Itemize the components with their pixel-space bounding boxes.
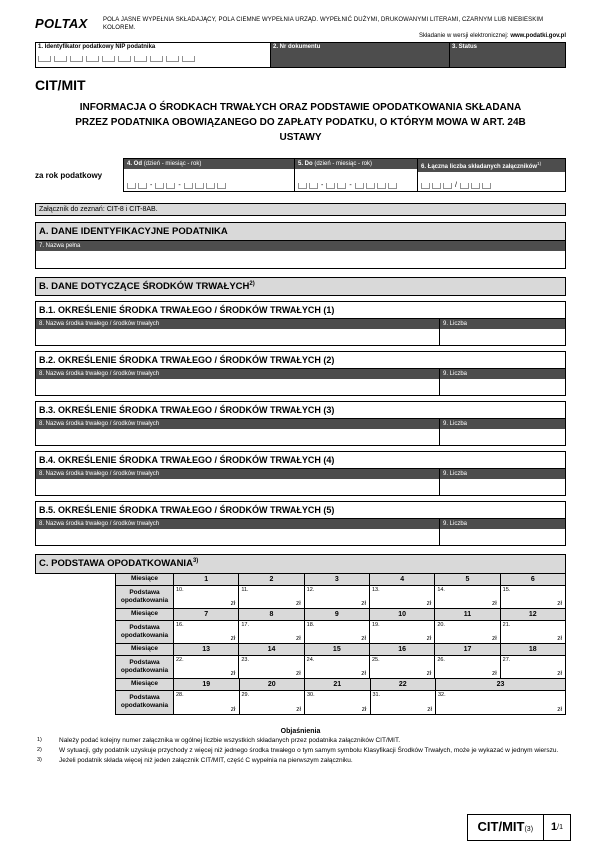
asset-name-column: [36, 419, 439, 445]
field-number: 23.: [241, 656, 249, 663]
currency-label: zł: [426, 669, 432, 677]
asset-name-input[interactable]: [36, 479, 439, 495]
month-cell: 7: [174, 609, 239, 621]
currency-label: zł: [295, 599, 301, 607]
amount-cell[interactable]: [174, 656, 239, 679]
month-cell: 3: [305, 574, 370, 586]
full-name-input[interactable]: [36, 251, 565, 268]
char-cell: [150, 56, 163, 62]
attachments-count-input[interactable]: [421, 182, 493, 189]
subsection-b1-title: B.1. OKREŚLENIE ŚRODKA TRWAŁEGO / ŚRODKÓW TRWAŁYCH (1): [36, 302, 565, 318]
footnote-3: [35, 757, 566, 765]
subsection-b2: [35, 351, 566, 396]
month-cell: 13: [174, 644, 239, 656]
char-cell: [118, 56, 131, 62]
currency-label: zł: [557, 634, 562, 642]
section-a-header: A. DANE IDENTYFIKACYJNE PODATNIKA: [35, 222, 566, 241]
asset-name-column: [36, 469, 439, 495]
status-label: 3. Status: [452, 44, 478, 51]
char-cell: [38, 56, 51, 62]
currency-label: zł: [295, 634, 301, 642]
base-row-1: [116, 586, 565, 609]
amount-cell[interactable]: [240, 691, 306, 714]
months-row-4: [116, 679, 565, 691]
amount-cell[interactable]: [370, 621, 435, 644]
field-number: 31.: [372, 691, 381, 698]
month-cell: 23: [436, 679, 565, 691]
currency-label: zł: [557, 669, 562, 677]
field-number: 10.: [176, 586, 184, 593]
section-b-header: B. DANE DOTYCZĄCE ŚRODKÓW TRWAŁYCH$^{2)}$: [35, 277, 566, 296]
currency-label: zł: [426, 634, 432, 642]
subsection-b3-title: B.3. OKREŚLENIE ŚRODKA TRWAŁEGO / ŚRODKÓW TRWAŁYCH (3): [36, 402, 565, 418]
field-number: 29.: [241, 691, 250, 698]
amount-cell[interactable]: [305, 656, 370, 679]
char-cell: [432, 183, 441, 189]
field-number: 28.: [176, 691, 184, 698]
full-name-field: [35, 240, 566, 269]
currency-label: zł: [491, 634, 497, 642]
subsection-b2-fields: [36, 368, 565, 395]
section-c-header: C. PODSTAWA OPODATKOWANIA$^{3)}$: [35, 554, 566, 573]
subsection-b1-fields: [36, 318, 565, 345]
month-cell: 21: [305, 679, 371, 691]
months-row-2: [116, 609, 565, 621]
currency-label: zł: [361, 705, 367, 713]
footnote-text: Należy podać kolejny numer załącznika w ogólnej liczbie wszystkich składanych przez podatnika załączników CIT/MIT.: [59, 736, 401, 744]
months-label: Miesiące: [116, 609, 174, 621]
tax-year-row: [35, 158, 566, 192]
char-cell: [166, 56, 179, 62]
months-label: Miesiące: [116, 574, 174, 586]
footnote-marker: 1): [37, 736, 42, 743]
asset-count-column: [439, 419, 565, 445]
footnote-text: Jeżeli podatnik składa więcej niż jeden załącznik CIT/MIT, część C wypełnia na pierwszym załączniku.: [59, 757, 353, 765]
char-cell: [206, 183, 215, 189]
document-number-label: 2. Nr dokumentu: [273, 44, 321, 51]
char-cell: [138, 183, 147, 189]
asset-count-column: [439, 519, 565, 545]
footnote-marker: 2): [37, 746, 42, 753]
efiling-url: www.podatki.gov.pl: [510, 33, 566, 40]
char-cell: [421, 183, 430, 189]
amount-cell[interactable]: [435, 656, 500, 679]
char-cell: [337, 183, 346, 189]
date-to-field[interactable]: [294, 158, 418, 192]
footnotes-title: Objaśnienia: [280, 727, 321, 735]
attachments-count-body: [418, 172, 565, 191]
char-cell: [298, 183, 307, 189]
asset-count-label: 9. Liczba: [440, 369, 565, 379]
currency-label: zł: [491, 669, 497, 677]
amount-cell[interactable]: [305, 586, 370, 609]
month-cell: 18: [501, 644, 565, 656]
amount-cell[interactable]: [174, 621, 239, 644]
currency-label: zł: [557, 705, 562, 713]
months-row-1: [116, 574, 565, 586]
base-row-4: [116, 691, 565, 714]
subsection-b1: [35, 301, 566, 346]
char-cell: [388, 183, 397, 189]
form-code-title: CIT/MIT: [35, 77, 86, 94]
subsection-b4-title: B.4. OKREŚLENIE ŚRODKA TRWAŁEGO / ŚRODKÓW TRWAŁYCH (4): [36, 452, 565, 468]
date-to-body: [295, 169, 417, 191]
currency-label: zł: [230, 634, 236, 642]
field-number: 16.: [176, 621, 184, 628]
field-number: 14.: [437, 586, 445, 593]
field-number: 27.: [502, 656, 511, 663]
date-separator: -: [349, 182, 352, 190]
asset-name-label: 8. Nazwa środka trwałego / środków trwałych: [36, 369, 439, 379]
field-number: 30.: [307, 691, 315, 698]
currency-label: zł: [230, 705, 236, 713]
month-cell: 4: [370, 574, 435, 586]
date-from-input[interactable]: [127, 182, 228, 189]
base-label: Podstawa opodatkowania: [116, 691, 174, 714]
asset-count-input[interactable]: [440, 479, 565, 495]
field-number: 22.: [176, 656, 184, 663]
date-from-label: 4. Od (dzień - miesiąc - rok): [124, 159, 294, 169]
field-number: 21.: [502, 621, 511, 628]
asset-count-input[interactable]: [440, 329, 565, 345]
char-cell: [460, 183, 469, 189]
field-number: 32.: [438, 691, 446, 698]
asset-count-column: [439, 469, 565, 495]
month-cell: 10: [370, 609, 435, 621]
month-cell: 16: [370, 644, 435, 656]
amount-cell[interactable]: [501, 586, 565, 609]
amount-cell[interactable]: [239, 621, 304, 644]
amount-cell[interactable]: [436, 691, 565, 714]
asset-name-column: [36, 369, 439, 395]
date-to-input[interactable]: [298, 182, 399, 189]
char-cell: [366, 183, 375, 189]
identification-row: [35, 42, 566, 68]
date-separator: -: [178, 182, 181, 190]
char-cell: [54, 56, 67, 62]
asset-name-column: [36, 319, 439, 345]
month-cell: 22: [371, 679, 437, 691]
form-title: INFORMACJA O ŚRODKACH TRWAŁYCH ORAZ PODSTAWIE OPODATKOWANIA SKŁADANA PRZEZ PODATNIKA OBOWIĄZANEGO DO ZAPŁATY PODATKU, O KTÓRYM MOWA W ART. 24B USTAWY: [75, 102, 526, 144]
char-cell: [471, 183, 480, 189]
field-number: 11.: [241, 586, 249, 593]
month-cell: 1: [174, 574, 239, 586]
char-cell: [127, 183, 136, 189]
amount-cell[interactable]: [239, 586, 304, 609]
currency-label: zł: [230, 669, 236, 677]
footnote-2: [35, 747, 566, 755]
amount-cell[interactable]: [174, 586, 239, 609]
filling-instructions: [103, 16, 566, 39]
footnote-marker: 3): [37, 757, 42, 764]
efiling-prefix: Składanie w wersji elektronicznej:: [418, 33, 509, 40]
form-content: [35, 16, 566, 766]
char-cell: [355, 183, 364, 189]
asset-count-input[interactable]: [440, 379, 565, 395]
subsection-b5-fields: [36, 518, 565, 545]
char-cell: [102, 56, 115, 62]
field-number: 13.: [371, 586, 380, 593]
field-number: 20.: [437, 621, 445, 628]
subsection-b3: [35, 401, 566, 446]
currency-label: zł: [230, 599, 236, 607]
asset-name-input[interactable]: [36, 529, 439, 545]
char-cell: [326, 183, 335, 189]
date-separator: -: [150, 182, 153, 190]
footnote-1: [35, 737, 566, 745]
footnotes-section: [35, 728, 566, 766]
base-label: Podstawa opodatkowania: [116, 656, 174, 679]
date-from-field[interactable]: [123, 158, 295, 192]
subsection-b5: [35, 501, 566, 546]
char-cell: [184, 183, 193, 189]
efiling-note: [103, 33, 566, 39]
subsection-b4: [35, 451, 566, 496]
field-number: 25.: [371, 656, 380, 663]
document-number-field: [270, 42, 450, 68]
field-number: 24.: [306, 656, 315, 663]
currency-label: zł: [295, 669, 301, 677]
amount-cell[interactable]: [435, 621, 500, 644]
month-cell: 2: [239, 574, 304, 586]
base-label: Podstawa opodatkowania: [116, 586, 174, 609]
instruction-text: POLA JASNE WYPEŁNIA SKŁADAJĄCY, POLA CIEMNE WYPEŁNIA URZĄD. WYPEŁNIĆ DUŻYMI, DRUKOWANYMI LITERAMI, CZARNYM LUB NIEBIESKIM KOLOREM.: [103, 17, 544, 32]
field-number: 17.: [241, 621, 249, 628]
char-cell: [217, 183, 226, 189]
asset-count-label: 9. Liczba: [440, 419, 565, 429]
asset-name-label: 8. Nazwa środka trwałego / środków trwałych: [36, 519, 439, 529]
footer-form-code: CIT/MIT(3): [467, 814, 545, 841]
asset-name-column: [36, 519, 439, 545]
char-cell: [309, 183, 318, 189]
field-number: 15.: [502, 586, 511, 593]
date-to-label: 5. Do (dzień - miesiąc - rok): [295, 159, 417, 169]
full-name-label: 7. Nazwa pełna: [36, 241, 565, 251]
asset-name-input[interactable]: [36, 329, 439, 345]
currency-label: zł: [361, 634, 366, 642]
month-cell: 5: [435, 574, 500, 586]
months-label: Miesiące: [116, 679, 174, 691]
currency-label: zł: [427, 705, 432, 713]
month-cell: 12: [501, 609, 565, 621]
slash-separator: /: [455, 182, 457, 190]
month-cell: 19: [174, 679, 240, 691]
amount-cell[interactable]: [371, 691, 437, 714]
asset-name-label: 8. Nazwa środka trwałego / środków trwałych: [36, 419, 439, 429]
amount-cell[interactable]: [239, 656, 304, 679]
nip-char-cells[interactable]: [38, 56, 268, 62]
field-number: 12.: [306, 586, 315, 593]
field-number: 26.: [437, 656, 445, 663]
month-cell: 20: [240, 679, 306, 691]
attachment-note-bar: Załącznik do zeznań: CIT-8 i CIT-8AB.: [35, 203, 566, 216]
amount-cell[interactable]: [435, 586, 500, 609]
status-field: [449, 42, 566, 68]
amount-cell[interactable]: [501, 656, 565, 679]
month-cell: 11: [435, 609, 500, 621]
asset-name-label: 8. Nazwa środka trwałego / środków trwałych: [36, 319, 439, 329]
subsection-b4-fields: [36, 468, 565, 495]
nip-field[interactable]: [35, 42, 271, 68]
date-from-body: [124, 169, 294, 191]
asset-name-input[interactable]: [36, 379, 439, 395]
base-row-2: [116, 621, 565, 644]
currency-label: zł: [361, 669, 366, 677]
footnote-text: W sytuacji, gdy podatnik uzyskuje przychody z więcej niż jednego środka trwałego o tym samym symbolu Klasyfikacji Środków Trwałych, może je wykazać w jednym wierszu.: [59, 746, 559, 754]
amount-cell[interactable]: [174, 691, 240, 714]
attachments-count-label: 6. Łączna liczba składanych załączników$^{1)}$: [418, 159, 565, 172]
char-cell: [134, 56, 147, 62]
month-cell: 6: [501, 574, 565, 586]
char-cell: [166, 183, 175, 189]
field-number: 18.: [306, 621, 315, 628]
field-number: 19.: [371, 621, 380, 628]
month-cell: 17: [435, 644, 500, 656]
amount-cell[interactable]: [305, 621, 370, 644]
months-row-3: [116, 644, 565, 656]
page-footer: [467, 814, 571, 841]
attachments-count-field[interactable]: [417, 158, 566, 192]
char-cell: [377, 183, 386, 189]
currency-label: zł: [557, 599, 562, 607]
currency-label: zł: [296, 705, 301, 713]
asset-count-label: 9. Liczba: [440, 519, 565, 529]
asset-name-label: 8. Nazwa środka trwałego / środków trwałych: [36, 469, 439, 479]
month-cell: 8: [239, 609, 304, 621]
subsection-b3-fields: [36, 418, 565, 445]
char-cell: [86, 56, 99, 62]
date-separator: -: [321, 182, 324, 190]
char-cell: [195, 183, 204, 189]
footer-page-number: 1 /1: [544, 814, 571, 841]
top-header: [35, 16, 566, 39]
currency-label: zł: [361, 599, 366, 607]
poltax-logo: POLTAX: [35, 16, 88, 31]
asset-count-input[interactable]: [440, 429, 565, 445]
tax-year-label: za rok podatkowy: [35, 170, 103, 180]
char-cell: [182, 56, 195, 62]
asset-name-input[interactable]: [36, 429, 439, 445]
base-row-3: [116, 656, 565, 679]
asset-count-label: 9. Liczba: [440, 319, 565, 329]
asset-count-label: 9. Liczba: [440, 469, 565, 479]
amount-cell[interactable]: [501, 621, 565, 644]
currency-label: zł: [426, 599, 432, 607]
month-cell: 14: [239, 644, 304, 656]
char-cell: [443, 183, 452, 189]
amount-cell[interactable]: [370, 586, 435, 609]
nip-field-label: 1. Identyfikator podatkowy NIP podatnika: [38, 44, 156, 51]
char-cell: [70, 56, 83, 62]
subsection-b5-title: B.5. OKREŚLENIE ŚRODKA TRWAŁEGO / ŚRODKÓW TRWAŁYCH (5): [36, 502, 565, 518]
tax-base-table: [115, 573, 566, 715]
asset-count-input[interactable]: [440, 529, 565, 545]
base-label: Podstawa opodatkowania: [116, 621, 174, 644]
char-cell: [155, 183, 164, 189]
char-cell: [482, 183, 491, 189]
asset-count-column: [439, 319, 565, 345]
currency-label: zł: [491, 599, 497, 607]
subsection-b2-title: B.2. OKREŚLENIE ŚRODKA TRWAŁEGO / ŚRODKÓW TRWAŁYCH (2): [36, 352, 565, 368]
months-label: Miesiące: [116, 644, 174, 656]
amount-cell[interactable]: [370, 656, 435, 679]
amount-cell[interactable]: [305, 691, 371, 714]
asset-count-column: [439, 369, 565, 395]
month-cell: 15: [305, 644, 370, 656]
month-cell: 9: [305, 609, 370, 621]
